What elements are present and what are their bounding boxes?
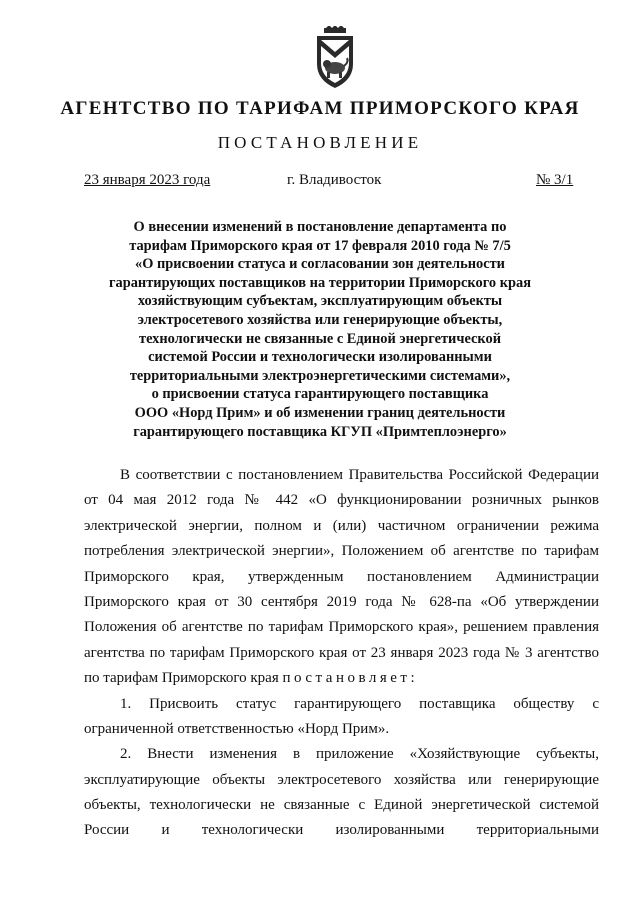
item-1-line: ограниченной ответственностью «Норд Прим». (84, 720, 390, 737)
subject-line: о присвоении статуса гарантирующего поставщика (151, 386, 489, 403)
document-subject (0, 218, 640, 441)
item-2-line: объекты, технологически не связанные с Единой энергетической системой (84, 797, 599, 814)
preamble-final-text: по тарифам Приморского края (84, 670, 283, 687)
primorsky-coat-of-arms-icon (313, 26, 357, 90)
preamble-line: Приморского края от 30 сентября 2019 года № 628-па «Об утверждении (84, 593, 599, 610)
document-number: № 3/1 (536, 172, 574, 188)
subject-line: гарантирующих поставщиков на территории Приморского края (109, 274, 531, 291)
item-2-line: России и технологически изолированными территориальными (84, 822, 599, 839)
subject-line: технологически не связанные с Единой энергетической (139, 330, 501, 347)
subject-line: тарифам Приморского края от 17 февраля 2010 года № 7/5 (129, 237, 511, 254)
subject-line: хозяйствующим субъектам, эксплуатирующим объекты (137, 293, 503, 310)
document-date: 23 января 2023 года (84, 172, 211, 188)
preamble-final-line (84, 666, 599, 691)
document-type: ПОСТАНОВЛЕНИЕ (217, 133, 423, 152)
subject-line: территориальными электроэнергетическими системами», (129, 367, 511, 384)
subject-line: «О присвоении статуса и согласовании зон деятельности (135, 256, 505, 273)
preamble-line: электрической энергии, полном и (или) частичном ограничении режима (84, 517, 599, 534)
preamble-line: потребления электрической энергии», Положением об агентстве по тарифам (84, 543, 599, 560)
decree-word: постановляет: (282, 670, 419, 687)
subject-line: системой России и технологически изолированными (148, 349, 492, 366)
subject-line: электросетевого хозяйства или генерирующие объекты, (137, 311, 503, 328)
item-2-line: 2. Внести изменения в приложение «Хозяйствующие субъекты, (120, 746, 599, 763)
preamble-line: от 04 мая 2012 года № 442 «О функционировании розничных рынков (84, 492, 599, 509)
subject-line: гарантирующего поставщика КГУП «Примтеплоэнерго» (133, 423, 507, 440)
preamble-line: Приморского края, утвержденным постановлением Администрации (84, 568, 599, 585)
preamble-line: В соответствии с постановлением Правительства Российской Федерации (120, 467, 599, 483)
agency-name: АГЕНТСТВО ПО ТАРИФАМ ПРИМОРСКОГО КРАЯ (60, 98, 580, 119)
subject-line: ООО «Норд Прим» и об изменении границ деятельности (134, 404, 506, 421)
item-2-line: эксплуатирующие объекты электросетевого хозяйства или генерирующие (84, 771, 599, 788)
item-1-line: 1. Присвоить статус гарантирующего поставщика обществу с (120, 695, 599, 712)
preamble-line: Положения об агентстве по тарифам Приморского края», решением правления (84, 619, 599, 636)
preamble-line: агентства по тарифам Приморского края от 23 января 2023 года № 3 агентство (84, 644, 599, 661)
document-body (84, 463, 599, 844)
subject-line: О внесении изменений в постановление департамента по (133, 219, 507, 235)
document-city: г. Владивосток (287, 172, 382, 188)
